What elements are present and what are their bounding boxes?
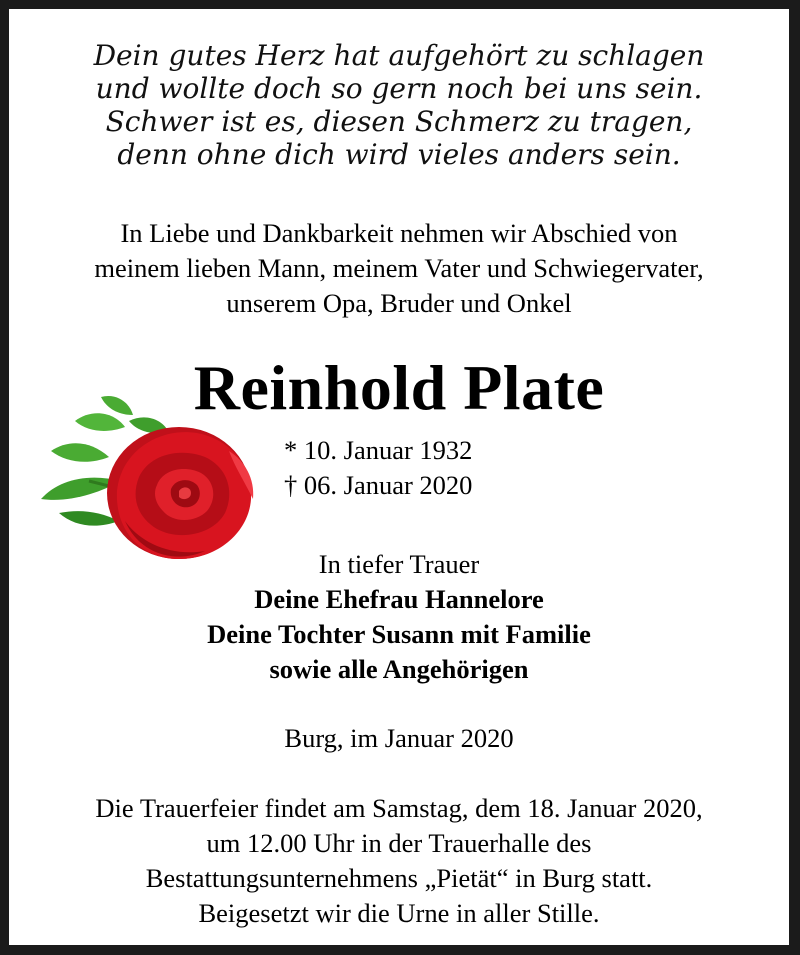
birth-date: * 10. Januar 1932 [284,435,473,465]
notice-line: Die Trauerfeier findet am Samstag, dem 18. Januar 2020, [95,793,703,823]
funeral-notice [9,791,789,931]
deceased-name: Reinhold Plate [193,352,605,423]
intro-line: unserem Opa, Bruder und Onkel [226,288,572,318]
intro-line: In Liebe und Dankbarkeit nehmen wir Abschied von [120,218,678,248]
rose-icon [29,381,274,566]
mourner-name: Deine Ehefrau Hannelore [254,584,544,614]
mourner-name: Deine Tochter Susann mit Familie [207,619,591,649]
mourners-block [9,547,789,687]
notice-line: um 12.00 Uhr in der Trauerhalle des [206,828,592,858]
intro-line: meinem lieben Mann, meinem Vater und Schwiegervater, [94,253,704,283]
poem [9,39,789,171]
mourning-intro: In tiefer Trauer [318,549,480,579]
farewell-intro [9,216,789,321]
death-date: † 06. Januar 2020 [284,470,473,500]
poem-line: Dein gutes Herz hat aufgehört zu schlagen [93,39,705,72]
poem-line: Schwer ist es, diesen Schmerz zu tragen, [105,105,693,138]
place-date: Burg, im Januar 2020 [284,723,514,753]
poem-line: denn ohne dich wird vieles anders sein. [117,138,681,171]
obituary-card [9,9,789,945]
notice-line: Bestattungsunternehmens „Pietät“ in Burg statt. [145,863,653,893]
notice-line: Beigesetzt wir die Urne in aller Stille. [198,898,600,928]
mourner-name: sowie alle Angehörigen [269,654,529,684]
poem-line: und wollte doch so gern noch bei uns sein. [95,72,703,105]
life-dates [284,433,472,503]
